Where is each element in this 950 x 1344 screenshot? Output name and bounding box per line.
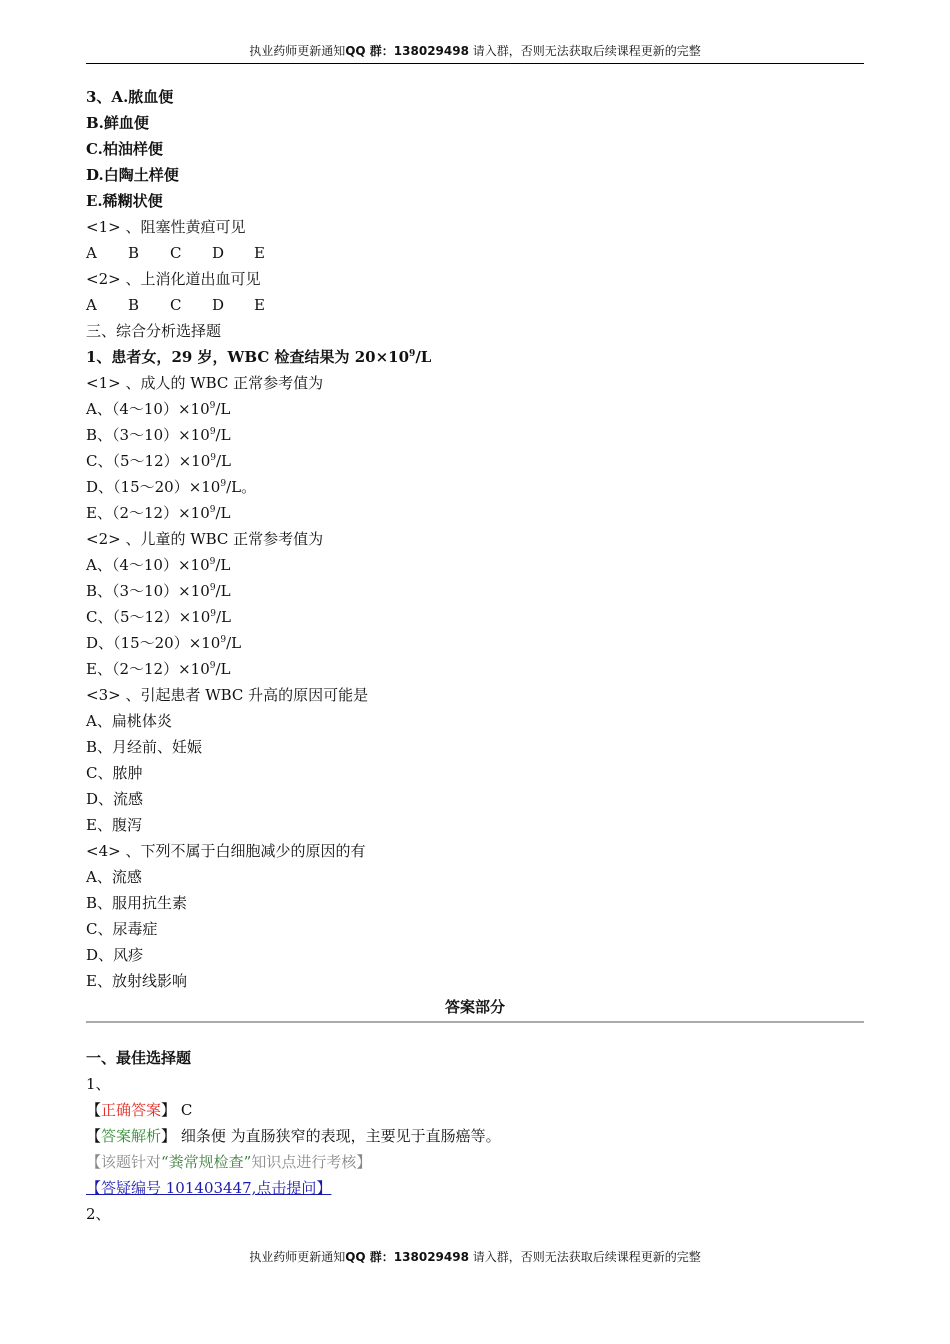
option-item (86, 474, 864, 500)
option-unit: /L (215, 660, 231, 678)
exponent: 9 (210, 609, 216, 619)
option-text: E、（2～12）×10 (86, 660, 210, 678)
letter-e: E (254, 296, 265, 314)
letter-c: C (170, 244, 182, 262)
option-text: D、（15～20）×10 (86, 634, 221, 652)
option-item: E、放射线影响 (86, 972, 187, 990)
bracket-close: 】 (161, 1127, 177, 1145)
option-item: E、腹泻 (86, 816, 142, 834)
answers-section-1: 一、最佳选择题 (86, 1049, 192, 1067)
exponent: 9 (210, 453, 216, 463)
case-unit: /L (415, 348, 432, 366)
exponent: 9 (209, 661, 216, 671)
option-unit: /L (215, 400, 231, 418)
answers-title: 答案部分 (444, 998, 505, 1016)
question-3-option-b: B.鲜血便 (86, 114, 149, 132)
letter-b: B (128, 244, 140, 262)
answer-item-number: 1、 (86, 1075, 111, 1093)
case-stem (86, 344, 864, 370)
answers-divider (86, 1021, 864, 1023)
knowledge-note (86, 1149, 864, 1175)
answer-letters-row (86, 240, 864, 266)
footer-qq: QQ 群：138029498 (345, 1250, 469, 1264)
header-qq: QQ 群：138029498 (345, 44, 469, 58)
letter-b: B (128, 296, 140, 314)
header-suffix: 请入群，否则无法获取后续课程更新的完整 (468, 44, 701, 58)
letter-e: E (254, 244, 265, 262)
option-item (86, 604, 864, 630)
option-item (86, 396, 864, 422)
option-item (86, 552, 864, 578)
option-unit: /L (215, 556, 231, 574)
letter-c: C (170, 296, 182, 314)
exponent: 9 (209, 505, 216, 515)
page-footer (86, 1248, 864, 1265)
case-question-3: <3> 、引起患者 WBC 升高的原因可能是 (86, 686, 369, 704)
option-item (86, 500, 864, 526)
option-text: E、（2～12）×10 (86, 504, 210, 522)
option-item: A、扁桃体炎 (86, 712, 172, 730)
footer-prefix: 执业药师更新通知 (249, 1250, 346, 1264)
option-item: C、尿毒症 (86, 920, 158, 938)
question-link-row (86, 1175, 864, 1201)
option-item: A、流感 (86, 868, 142, 886)
question-3-option-d: D.白陶土样便 (86, 166, 179, 184)
question-3-sub-2: <2> 、上消化道出血可见 (86, 270, 261, 288)
answer-analysis-text: 细条便 为直肠狭窄的表现，主要见于直肠癌等。 (176, 1127, 501, 1145)
correct-answer-label: 正确答案 (101, 1101, 162, 1119)
exponent: 9 (209, 583, 216, 593)
option-text: C、（5～12）×10 (86, 452, 211, 470)
bracket-open: 【 (86, 1101, 102, 1119)
case-question-2: <2> 、儿童的 WBC 正常参考值为 (86, 530, 324, 548)
option-item: D、风疹 (86, 946, 144, 964)
option-item: D、流感 (86, 790, 144, 808)
case-question-1: <1> 、成人的 WBC 正常参考值为 (86, 374, 324, 392)
option-item: C、脓肿 (86, 764, 143, 782)
letter-a: A (86, 244, 97, 262)
option-text: C、（5～12）×10 (86, 608, 211, 626)
page-header (86, 42, 864, 64)
header-prefix: 执业药师更新通知 (249, 44, 346, 58)
bracket-close: 】 (161, 1101, 177, 1119)
exponent: 9 (220, 635, 227, 645)
option-item (86, 422, 864, 448)
correct-answer-value: C (176, 1101, 193, 1119)
case-stem-text: 1、患者女，29 岁，WBC 检查结果为 20×10 (86, 348, 410, 366)
option-text: D、（15～20）×10 (86, 478, 221, 496)
option-item (86, 578, 864, 604)
option-item (86, 630, 864, 656)
question-3-option-c: C.柏油样便 (86, 140, 163, 158)
option-unit: /L (215, 582, 231, 600)
correct-answer-row (86, 1097, 864, 1123)
exponent: 9 (209, 427, 216, 437)
option-text: B、（3～10）×10 (86, 426, 210, 444)
option-unit: /L (216, 452, 232, 470)
answer-analysis-row (86, 1123, 864, 1149)
option-text: A、（4～10）×10 (86, 400, 210, 418)
section-3-title: 三、综合分析选择题 (86, 322, 222, 340)
answer-item-number: 2、 (86, 1205, 111, 1223)
answer-analysis-label: 答案解析 (101, 1127, 162, 1145)
note-prefix: 【该题针对 (86, 1153, 162, 1171)
option-unit: /L (215, 504, 231, 522)
option-unit: /L (226, 634, 242, 652)
case-exponent: 9 (409, 349, 416, 359)
option-text: B、（3～10）×10 (86, 582, 210, 600)
question-3-option-e: E.稀糊状便 (86, 192, 163, 210)
bracket-open: 【 (86, 1127, 102, 1145)
note-suffix: 知识点进行考核】 (251, 1153, 372, 1171)
question-3-sub-1: <1> 、阻塞性黄疸可见 (86, 218, 246, 236)
option-text: A、（4～10）×10 (86, 556, 210, 574)
option-unit: /L (216, 608, 232, 626)
footer-suffix: 请入群，否则无法获取后续课程更新的完整 (468, 1250, 701, 1264)
exponent: 9 (209, 401, 216, 411)
case-question-4: <4> 、下列不属于白细胞减少的原因的有 (86, 842, 366, 860)
exponent: 9 (220, 479, 227, 489)
note-topic: “粪常规检查” (161, 1153, 252, 1171)
option-item (86, 448, 864, 474)
letter-d: D (212, 244, 225, 262)
question-3-title: 3、A.脓血便 (86, 88, 174, 106)
letter-d: D (212, 296, 225, 314)
option-unit: /L。 (226, 478, 257, 496)
letter-a: A (86, 296, 97, 314)
option-item: B、服用抗生素 (86, 894, 188, 912)
document-body (86, 84, 864, 1227)
option-item (86, 656, 864, 682)
answer-letters-row (86, 292, 864, 318)
option-unit: /L (215, 426, 231, 444)
ask-question-link[interactable]: 【答疑编号 101403447,点击提问】 (86, 1179, 332, 1197)
exponent: 9 (209, 557, 216, 567)
option-item: B、月经前、妊娠 (86, 738, 203, 756)
